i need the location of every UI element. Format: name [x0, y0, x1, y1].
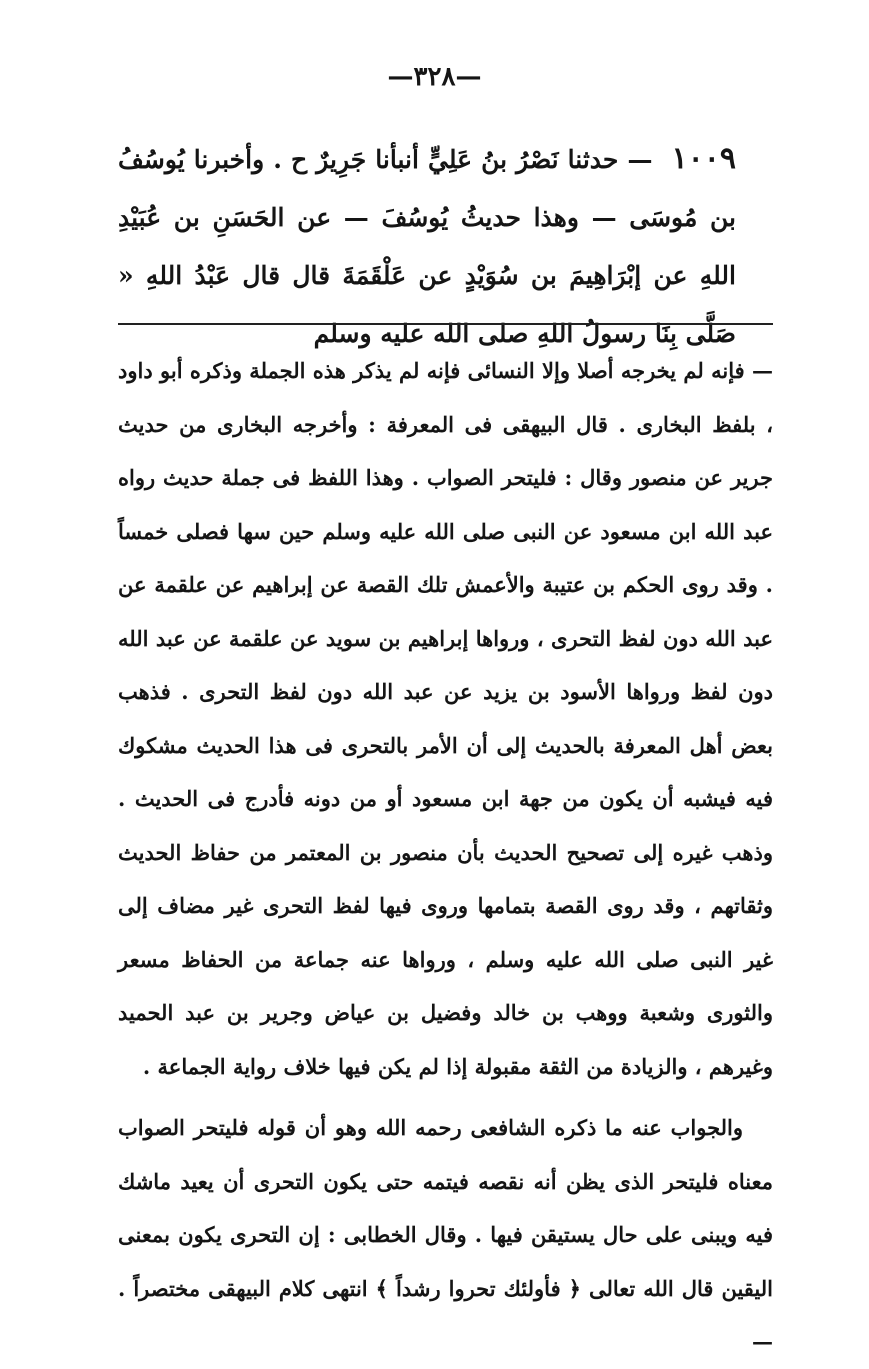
hadith-number: ١٠٠٩: [671, 141, 736, 176]
footnote-text: [118, 344, 773, 1369]
footnote-separator: [118, 323, 773, 325]
hadith-main-text: [118, 130, 736, 363]
page-number: —٣٢٨—: [387, 62, 482, 92]
footnote-paragraph-2: والجواب عنه ما ذكره الشافعى رحمه الله وهو أن قوله فليتحر الصواب معناه فليتحر الذى يظن أنه نقصه فيتمه حتى يكون التحرى أن يعيد ماشك فيه ويبنى على حال يستيقن فيها . وقال الخطابى : إن التحرى يكون بمعنى اليقين قال الله تعالى ﴿ فأولئك تحروا رشداً ﴾ انتهى كلام البيهقى مختصراً . —: [118, 1101, 773, 1369]
footnote-paragraph-1: — فإنه لم يخرجه أصلا وإلا النسائى فإنه لم يذكر هذه الجملة وذكره أبو داود ، بلفظ البخارى . قال البيهقى فى المعرفة : وأخرجه البخارى من حديث جرير عن منصور وقال : فليتحر الصواب . وهذا اللفظ فى جملة حديث رواه عبد الله ابن مسعود عن النبى صلى الله عليه وسلم حين سها فصلى خمساً . وقد روى الحكم بن عتيبة والأعمش تلك القصة عن إبراهيم عن علقمة عن عبد الله دون لفظ التحرى ، ورواها إبراهيم بن سويد عن علقمة عن عبد الله دون لفظ ورواها الأسود بن يزيد عن عبد الله دون لفظ التحرى . فذهب بعض أهل المعرفة بالحديث إلى أن الأمر بالتحرى فى هذا الحديث مشكوك فيه فيشبه أن يكون من جهة ابن مسعود أو من دونه فأدرج فى الحديث . وذهب غيره إلى تصحيح الحديث بأن منصور بن المعتمر من حفاظ الحديث وثقاتهم ، وقد روى القصة بتمامها وروى فيها لفظ التحرى غير مضاف إلى غير النبى صلى الله عليه وسلم ، ورواها عنه جماعة من الحفاظ مسعر والثورى وشعبة ووهب بن خالد وفضيل بن عياض وجرير بن عبد الحميد وغيرهم ، والزيادة من الثقة مقبولة إذا لم يكن فيها خلاف رواية الجماعة .: [118, 358, 773, 1079]
hadith-text: — حدثنا نَصْرُ بنُ عَلِيٍّ أنبأنا جَرِيرٌ ح . وأخبرنا يُوسُفُ بن مُوسَى — وهذا حديثُ يُوسُفَ — عن الحَسَنِ بن عُبَيْدِ اللهِ عن إبْرَاهِيمَ بن سُوَيْدٍ عن عَلْقَمَةَ قال قال عَبْدُ اللهِ « صَلَّى بِنَا رسولُ اللهِ صلى الله عليه وسلم: [118, 145, 736, 348]
